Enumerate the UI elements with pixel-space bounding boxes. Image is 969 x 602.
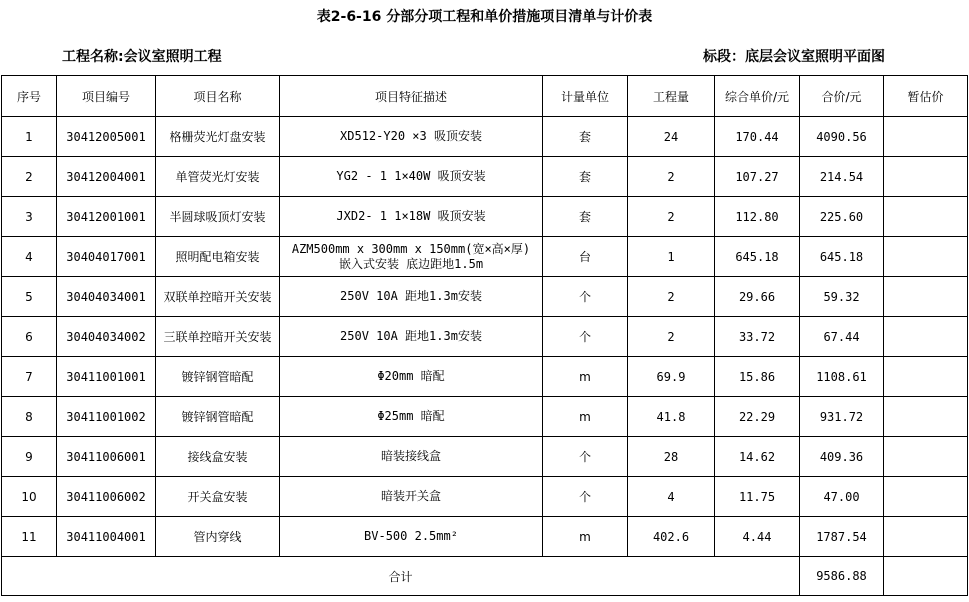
cell-total: 59.32	[800, 277, 884, 317]
cell-unit-price: 33.72	[715, 317, 800, 357]
cell-code: 30412005001	[57, 117, 156, 157]
cell-name: 接线盒安装	[156, 437, 280, 477]
cell-no: 9	[2, 437, 57, 477]
cell-total: 1787.54	[800, 517, 884, 557]
cell-desc	[280, 437, 543, 477]
table-row	[2, 117, 968, 157]
cell-total: 4090.56	[800, 117, 884, 157]
desc-line: 暗装开关盒	[380, 489, 441, 503]
header-no: 序号	[2, 76, 57, 117]
cell-desc	[280, 317, 543, 357]
cell-unit: 个	[543, 317, 628, 357]
cell-unit-price: 11.75	[715, 477, 800, 517]
cell-code: 30411004001	[57, 517, 156, 557]
table-row	[2, 357, 968, 397]
desc-line: BV-500 2.5mm²	[364, 529, 458, 543]
cell-name: 开关盒安装	[156, 477, 280, 517]
cell-unit-price: 107.27	[715, 157, 800, 197]
header-unit: 计量单位	[543, 76, 628, 117]
cell-no: 8	[2, 397, 57, 437]
cell-unit: 个	[543, 277, 628, 317]
table-row	[2, 157, 968, 197]
cell-unit: m	[543, 517, 628, 557]
cell-qty: 41.8	[628, 397, 715, 437]
cell-unit-price: 645.18	[715, 237, 800, 277]
cell-provisional	[884, 237, 968, 277]
cell-provisional	[884, 157, 968, 197]
cell-qty: 4	[628, 477, 715, 517]
table-row	[2, 197, 968, 237]
header-name: 项目名称	[156, 76, 280, 117]
cell-total: 931.72	[800, 397, 884, 437]
cell-code: 30404034002	[57, 317, 156, 357]
total-provisional	[884, 557, 968, 596]
cell-qty: 1	[628, 237, 715, 277]
cell-total: 1108.61	[800, 357, 884, 397]
cell-code: 30411006002	[57, 477, 156, 517]
cell-qty: 24	[628, 117, 715, 157]
header-provisional: 暂估价	[884, 76, 968, 117]
cell-unit: 个	[543, 477, 628, 517]
header-code: 项目编号	[57, 76, 156, 117]
cell-name: 镀锌钢管暗配	[156, 397, 280, 437]
cell-no: 2	[2, 157, 57, 197]
cell-name: 双联单控暗开关安装	[156, 277, 280, 317]
table-row	[2, 477, 968, 517]
cell-qty: 69.9	[628, 357, 715, 397]
cell-code: 30411001001	[57, 357, 156, 397]
section-label: 标段：底层会议室照明平面图	[703, 49, 885, 65]
cell-qty: 402.6	[628, 517, 715, 557]
cell-no: 6	[2, 317, 57, 357]
table-row	[2, 237, 968, 277]
cell-no: 11	[2, 517, 57, 557]
cell-total: 409.36	[800, 437, 884, 477]
cell-desc	[280, 357, 543, 397]
cell-unit-price: 15.86	[715, 357, 800, 397]
cell-unit-price: 22.29	[715, 397, 800, 437]
cell-unit: 套	[543, 197, 628, 237]
cell-name: 三联单控暗开关安装	[156, 317, 280, 357]
total-row	[2, 557, 968, 596]
cell-desc	[280, 197, 543, 237]
header-total: 合价/元	[800, 76, 884, 117]
desc-line: 250V 10A 距地1.3m安装	[340, 329, 482, 343]
cell-qty: 2	[628, 277, 715, 317]
cell-unit: m	[543, 397, 628, 437]
table-row	[2, 397, 968, 437]
desc-line: 暗装接线盒	[380, 449, 441, 463]
page-title: 表2-6-16 分部分项工程和单价措施项目清单与计价表	[316, 9, 653, 25]
table-row	[2, 517, 968, 557]
table-header-row	[2, 76, 968, 117]
cell-desc	[280, 117, 543, 157]
cell-unit: 套	[543, 157, 628, 197]
cell-provisional	[884, 117, 968, 157]
header-qty: 工程量	[628, 76, 715, 117]
cell-code: 30411006001	[57, 437, 156, 477]
desc-line: 250V 10A 距地1.3m安装	[340, 289, 482, 303]
cell-provisional	[884, 277, 968, 317]
cell-qty: 2	[628, 197, 715, 237]
cell-provisional	[884, 477, 968, 517]
cell-total: 47.00	[800, 477, 884, 517]
header-desc: 项目特征描述	[280, 76, 543, 117]
cell-desc	[280, 397, 543, 437]
cell-name: 照明配电箱安装	[156, 237, 280, 277]
cell-no: 5	[2, 277, 57, 317]
desc-line: AZM500mm x 300mm x 150mm(宽×高×厚)	[291, 241, 531, 256]
cell-unit-price: 29.66	[715, 277, 800, 317]
cell-total: 214.54	[800, 157, 884, 197]
cell-name: 镀锌钢管暗配	[156, 357, 280, 397]
cell-desc	[280, 517, 543, 557]
cell-code: 30411001002	[57, 397, 156, 437]
cell-code: 30404034001	[57, 277, 156, 317]
cell-code: 30412004001	[57, 157, 156, 197]
bill-table	[1, 75, 968, 596]
total-label: 合计	[2, 557, 800, 596]
cell-unit: 个	[543, 437, 628, 477]
cell-desc	[280, 157, 543, 197]
cell-total: 225.60	[800, 197, 884, 237]
desc-line: Φ20mm 暗配	[377, 369, 445, 383]
table-row	[2, 317, 968, 357]
cell-provisional	[884, 397, 968, 437]
cell-provisional	[884, 317, 968, 357]
cell-desc	[280, 277, 543, 317]
cell-qty: 2	[628, 157, 715, 197]
cell-unit-price: 14.62	[715, 437, 800, 477]
cell-no: 1	[2, 117, 57, 157]
header-unit-price: 综合单价/元	[715, 76, 800, 117]
cell-qty: 28	[628, 437, 715, 477]
cell-unit-price: 112.80	[715, 197, 800, 237]
cell-no: 10	[2, 477, 57, 517]
cell-no: 7	[2, 357, 57, 397]
cell-desc	[280, 477, 543, 517]
cell-code: 30404017001	[57, 237, 156, 277]
cell-unit-price: 170.44	[715, 117, 800, 157]
cell-code: 30412001001	[57, 197, 156, 237]
cell-desc	[280, 237, 543, 277]
cell-no: 3	[2, 197, 57, 237]
desc-line: Φ25mm 暗配	[377, 409, 445, 423]
cell-name: 格栅荧光灯盘安装	[156, 117, 280, 157]
cell-unit: 套	[543, 117, 628, 157]
cell-total: 67.44	[800, 317, 884, 357]
cell-name: 单管荧光灯安装	[156, 157, 280, 197]
desc-line-2: 嵌入式安装 底边距地1.5m	[338, 256, 484, 271]
cell-name: 半圆球吸顶灯安装	[156, 197, 280, 237]
desc-line: XD512-Y20 ×3 吸顶安装	[340, 129, 482, 143]
cell-name: 管内穿线	[156, 517, 280, 557]
table-row	[2, 437, 968, 477]
cell-unit-price: 4.44	[715, 517, 800, 557]
desc-line: YG2 - 1 1×40W 吸顶安装	[336, 169, 486, 183]
total-value: 9586.88	[800, 557, 884, 596]
cell-provisional	[884, 357, 968, 397]
cell-no: 4	[2, 237, 57, 277]
cell-provisional	[884, 437, 968, 477]
cell-provisional	[884, 517, 968, 557]
cell-provisional	[884, 197, 968, 237]
desc-line: JXD2- 1 1×18W 吸顶安装	[336, 209, 486, 223]
cell-total: 645.18	[800, 237, 884, 277]
cell-unit: m	[543, 357, 628, 397]
cell-unit: 台	[543, 237, 628, 277]
cell-qty: 2	[628, 317, 715, 357]
project-name: 工程名称:会议室照明工程	[62, 49, 222, 65]
table-row	[2, 277, 968, 317]
